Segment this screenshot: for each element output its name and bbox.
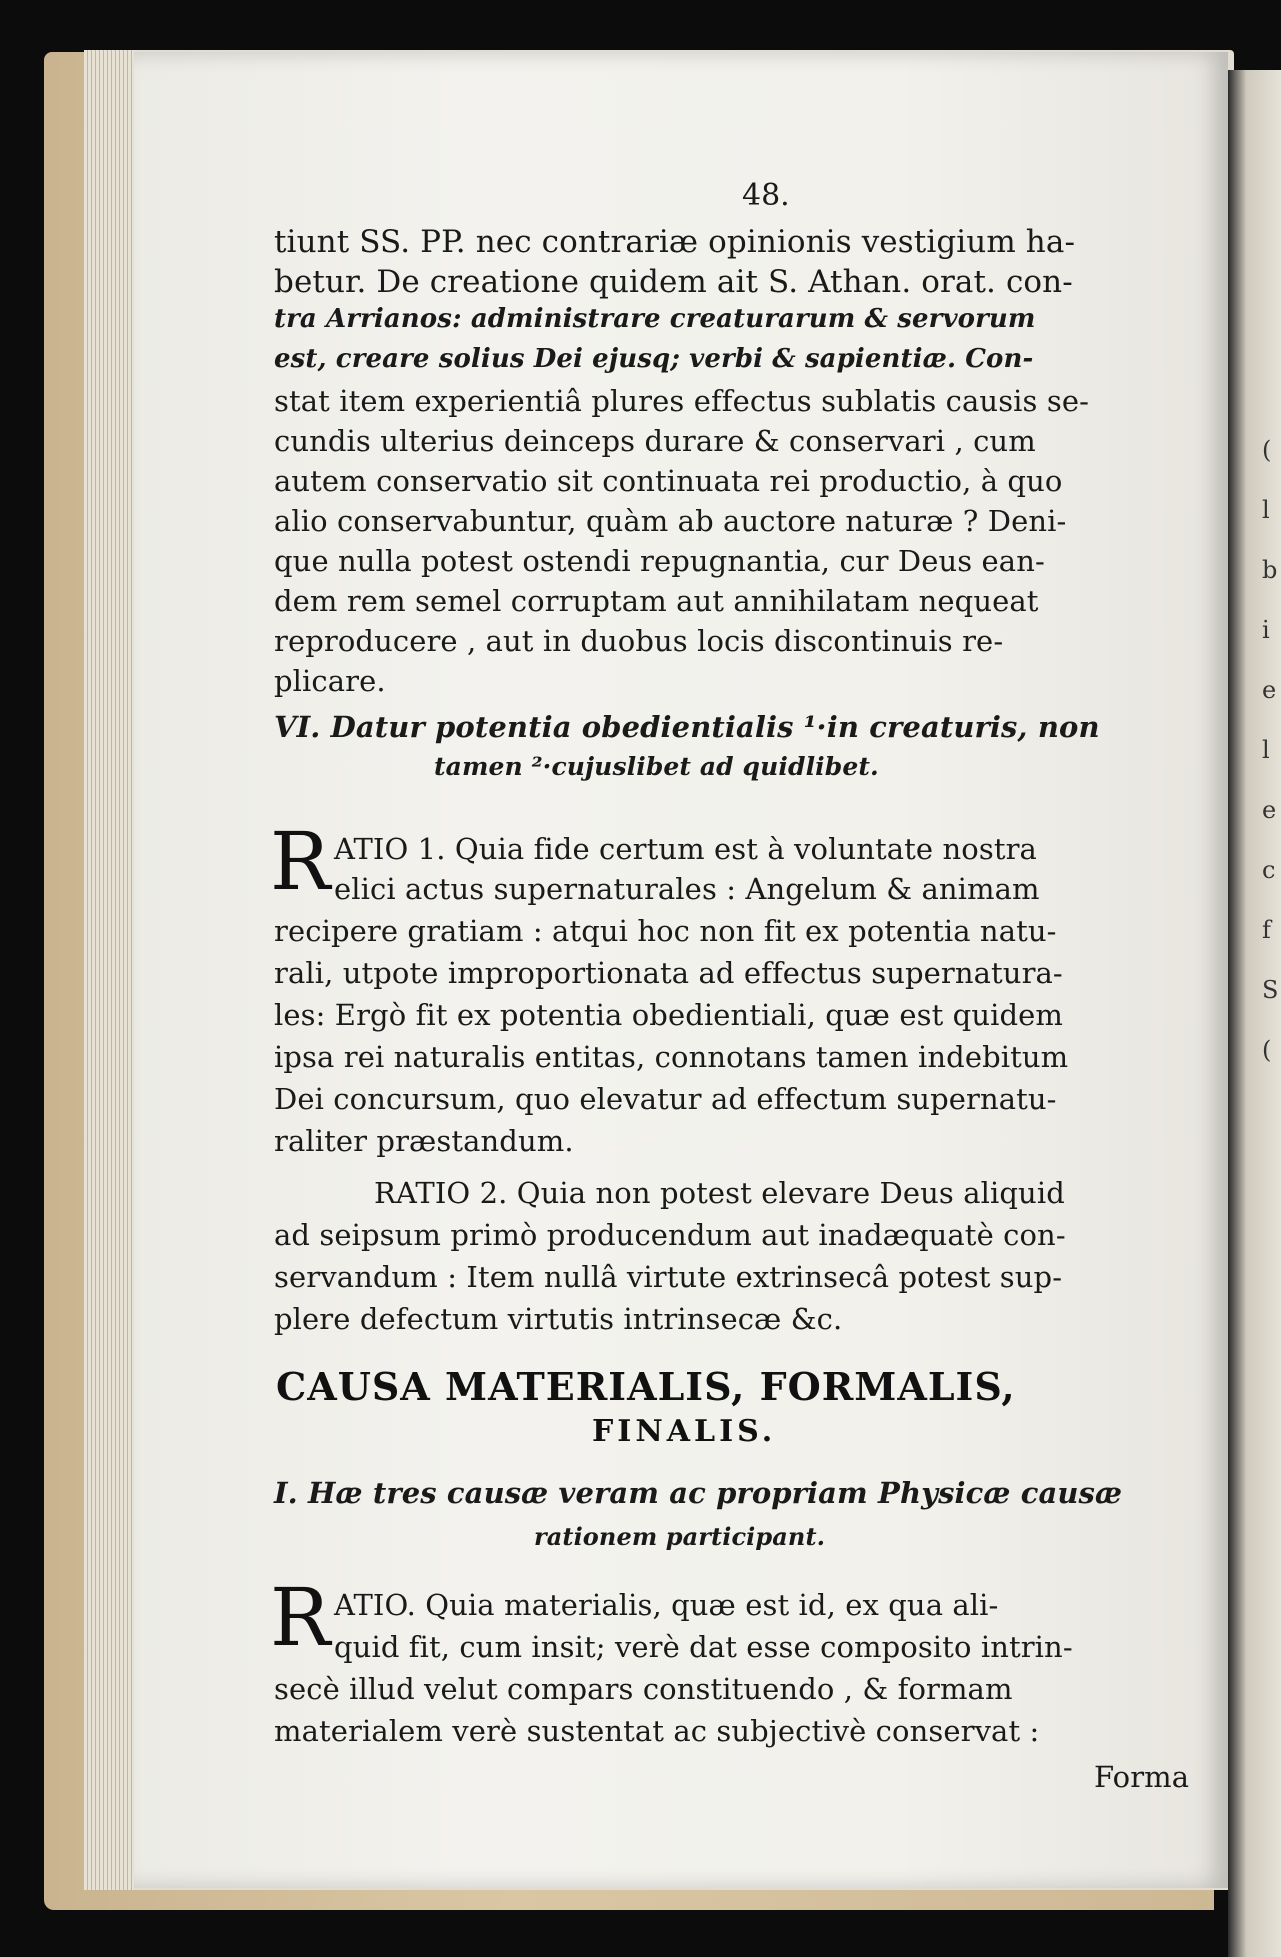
text-line: raliter præstandum.	[274, 1124, 574, 1158]
text-line: Dei concursum, quo elevatur ad effectum supernatu-	[274, 1082, 1057, 1116]
text-line: ad seipsum primò producendum aut inadæquatè con-	[274, 1218, 1066, 1252]
text-line: autem conservatio sit continuata rei productio, à quo	[274, 464, 1063, 498]
text-line: servandum : Item nullâ virtute extrinsecâ potest sup-	[274, 1260, 1063, 1294]
adjacent-glyph: l	[1262, 496, 1270, 524]
section-heading-line-2: FINALIS.	[592, 1414, 777, 1449]
adjacent-glyph: c	[1262, 856, 1276, 884]
text-line: ATIO 1. Quia fide certum est à voluntate nostra	[334, 832, 1037, 866]
adjacent-glyph: f	[1262, 916, 1271, 944]
thesis-line: rationem participant.	[534, 1522, 826, 1551]
text-line: recipere gratiam : atqui hoc non fit ex potentia natu-	[274, 914, 1057, 948]
text-line: que nulla potest ostendi repugnantia, cur Deus ean-	[274, 544, 1045, 578]
section-heading-line-1: CAUSA MATERIALIS, FORMALIS,	[276, 1364, 1016, 1409]
adjacent-glyph: (	[1262, 1036, 1272, 1064]
adjacent-glyph: (	[1262, 436, 1272, 464]
text-line: ATIO. Quia materialis, quæ est id, ex qua ali-	[334, 1588, 999, 1622]
adjacent-glyph: e	[1262, 676, 1277, 704]
text-line: rali, utpote improportionata ad effectus supernatura-	[274, 956, 1063, 990]
adjacent-glyph: b	[1262, 556, 1278, 584]
thesis-line: VI. Datur potentia obedientialis ¹·in creaturis, non	[274, 710, 1100, 744]
text-line: stat item experientiâ plures effectus sublatis causis se-	[274, 384, 1089, 418]
text-line: alio conservabuntur, quàm ab auctore naturæ ? Deni-	[274, 504, 1067, 538]
adjacent-glyph: l	[1262, 736, 1270, 764]
thesis-line: I. Hæ tres causæ veram ac propriam Physicæ causæ	[274, 1476, 1123, 1510]
text-line: reproducere , aut in duobus locis discontinuis re-	[274, 624, 1004, 658]
catchword: Forma	[1094, 1760, 1190, 1794]
text-line: quid fit, cum insit; verè dat esse composito intrin-	[334, 1630, 1073, 1664]
adjacent-page-glyphs	[1262, 420, 1281, 1080]
text-line: elici actus supernaturales : Angelum & animam	[334, 872, 1040, 906]
text-line: dem rem semel corruptam aut annihilatam nequeat	[274, 584, 1039, 618]
text-line: tra Arrianos: administrare creaturarum & servorum	[274, 304, 1036, 334]
text-line: ipsa rei naturalis entitas, connotans tamen indebitum	[274, 1040, 1069, 1074]
text-line: tiunt SS. PP. nec contrariæ opinionis vestigium ha-	[274, 224, 1076, 260]
page-sheet	[134, 52, 1228, 1888]
page-number: 48.	[742, 178, 790, 213]
drop-cap: R	[270, 815, 331, 908]
thesis-line: tamen ²·cujuslibet ad quidlibet.	[434, 752, 879, 781]
text-line: plicare.	[274, 664, 386, 698]
text-line: materialem verè sustentat ac subjectivè conservat :	[274, 1714, 1040, 1748]
text-line: plere defectum virtutis intrinsecæ &c.	[274, 1302, 843, 1336]
adjacent-glyph: e	[1262, 796, 1277, 824]
adjacent-glyph: S	[1262, 976, 1279, 1004]
text-line: les: Ergò fit ex potentia obedientiali, quæ est quidem	[274, 998, 1063, 1032]
text-line: est, creare solius Dei ejusq; verbi & sapientiæ. Con-	[274, 344, 1034, 374]
text-line: secè illud velut compars constituendo , & formam	[274, 1672, 1013, 1706]
text-line: betur. De creatione quidem ait S. Athan. orat. con-	[274, 264, 1073, 300]
adjacent-glyph: i	[1262, 616, 1270, 644]
text-line: RATIO 2. Quia non potest elevare Deus aliquid	[374, 1176, 1065, 1210]
drop-cap: R	[270, 1571, 331, 1664]
text-line: cundis ulterius deinceps durare & conservari , cum	[274, 424, 1036, 458]
